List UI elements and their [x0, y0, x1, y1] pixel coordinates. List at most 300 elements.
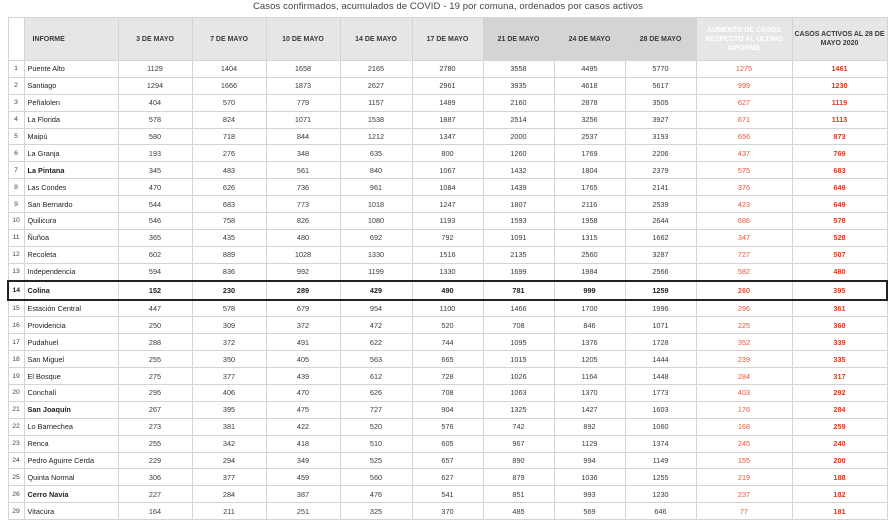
row-index: 26 [8, 486, 24, 503]
table-row [8, 213, 887, 230]
comuna-name: Renca [24, 435, 118, 452]
case-count-cell: 2627 [340, 77, 412, 94]
case-count-cell: 370 [412, 503, 483, 520]
case-count-cell: 779 [266, 94, 340, 111]
case-count-cell: 435 [192, 229, 266, 246]
case-count-cell: 1699 [483, 263, 554, 280]
case-count-cell: 1603 [625, 401, 696, 418]
case-count-cell: 1996 [625, 300, 696, 317]
table-row [8, 300, 887, 317]
case-count-cell: 1700 [554, 300, 625, 317]
case-count-cell: 2000 [483, 128, 554, 145]
case-count-cell: 342 [192, 435, 266, 452]
row-index: 10 [8, 213, 24, 230]
header-21-mayo: 21 DE MAYO [483, 18, 554, 61]
case-count-cell: 1095 [483, 334, 554, 351]
case-count-cell: 294 [192, 452, 266, 469]
header-activos: CASOS ACTIVOS AL 28 DE MAYO 2020 [792, 18, 887, 61]
aumento-cell: 260 [696, 281, 792, 300]
aumento-cell: 671 [696, 111, 792, 128]
case-count-cell: 993 [554, 486, 625, 503]
case-count-cell: 447 [118, 300, 192, 317]
case-count-cell: 490 [412, 281, 483, 300]
activos-cell: 181 [792, 503, 887, 520]
case-count-cell: 1063 [483, 385, 554, 402]
case-count-cell: 211 [192, 503, 266, 520]
case-count-cell: 3256 [554, 111, 625, 128]
aumento-cell: 77 [696, 503, 792, 520]
case-count-cell: 1444 [625, 351, 696, 368]
table-row [8, 179, 887, 196]
case-count-cell: 602 [118, 246, 192, 263]
row-index: 29 [8, 503, 24, 520]
comuna-name: Providencia [24, 317, 118, 334]
comuna-name: La Pintana [24, 162, 118, 179]
activos-cell: 284 [792, 401, 887, 418]
case-count-cell: 251 [266, 503, 340, 520]
table-row [8, 162, 887, 179]
case-count-cell: 1330 [340, 246, 412, 263]
case-count-cell: 1067 [412, 162, 483, 179]
aumento-cell: 437 [696, 145, 792, 162]
table-row [8, 246, 887, 263]
activos-cell: 1113 [792, 111, 887, 128]
case-count-cell: 275 [118, 368, 192, 385]
case-count-cell: 1100 [412, 300, 483, 317]
aumento-cell: 352 [696, 334, 792, 351]
row-index: 11 [8, 229, 24, 246]
comuna-name: Peñalolen [24, 94, 118, 111]
comuna-name: Cerro Navia [24, 486, 118, 503]
comuna-name: Pudahuel [24, 334, 118, 351]
case-count-cell: 152 [118, 281, 192, 300]
case-count-cell: 544 [118, 196, 192, 213]
case-count-cell: 429 [340, 281, 412, 300]
comuna-name: Ñuñoa [24, 229, 118, 246]
case-count-cell: 525 [340, 452, 412, 469]
case-count-cell: 1516 [412, 246, 483, 263]
header-aumento: AUMENTO DE CASOS RESPECTO AL ÚLTIMO INFORME [696, 18, 792, 61]
case-count-cell: 520 [412, 317, 483, 334]
header-17-mayo: 17 DE MAYO [412, 18, 483, 61]
activos-cell: 683 [792, 162, 887, 179]
case-count-cell: 470 [266, 385, 340, 402]
table-row [8, 334, 887, 351]
case-count-cell: 967 [483, 435, 554, 452]
row-index: 13 [8, 263, 24, 280]
case-count-cell: 1489 [412, 94, 483, 111]
header-28-mayo: 28 DE MAYO [625, 18, 696, 61]
row-index: 14 [8, 281, 24, 300]
case-count-cell: 1164 [554, 368, 625, 385]
case-count-cell: 1347 [412, 128, 483, 145]
case-count-cell: 1129 [118, 61, 192, 78]
activos-cell: 1119 [792, 94, 887, 111]
case-count-cell: 255 [118, 351, 192, 368]
case-count-cell: 1807 [483, 196, 554, 213]
case-count-cell: 824 [192, 111, 266, 128]
header-3-mayo: 3 DE MAYO [118, 18, 192, 61]
case-count-cell: 3287 [625, 246, 696, 263]
case-count-cell: 1427 [554, 401, 625, 418]
case-count-cell: 1958 [554, 213, 625, 230]
activos-cell: 361 [792, 300, 887, 317]
case-count-cell: 255 [118, 435, 192, 452]
comuna-name: Estación Central [24, 300, 118, 317]
aumento-cell: 168 [696, 418, 792, 435]
case-count-cell: 227 [118, 486, 192, 503]
row-index: 15 [8, 300, 24, 317]
case-count-cell: 580 [118, 128, 192, 145]
case-count-cell: 1015 [483, 351, 554, 368]
aumento-cell: 219 [696, 469, 792, 486]
header-14-mayo: 14 DE MAYO [340, 18, 412, 61]
case-count-cell: 3193 [625, 128, 696, 145]
case-count-cell: 781 [483, 281, 554, 300]
case-count-cell: 683 [192, 196, 266, 213]
case-count-cell: 164 [118, 503, 192, 520]
comuna-name: La Florida [24, 111, 118, 128]
case-count-cell: 1084 [412, 179, 483, 196]
row-index: 25 [8, 469, 24, 486]
case-count-cell: 276 [192, 145, 266, 162]
comuna-name: San Bernardo [24, 196, 118, 213]
case-count-cell: 1080 [340, 213, 412, 230]
case-count-cell: 744 [412, 334, 483, 351]
row-index: 24 [8, 452, 24, 469]
case-count-cell: 288 [118, 334, 192, 351]
case-count-cell: 560 [340, 469, 412, 486]
case-count-cell: 1212 [340, 128, 412, 145]
case-count-cell: 345 [118, 162, 192, 179]
comuna-name: Vitacura [24, 503, 118, 520]
case-count-cell: 679 [266, 300, 340, 317]
table-row [8, 385, 887, 402]
case-count-cell: 2160 [483, 94, 554, 111]
case-count-cell: 773 [266, 196, 340, 213]
table-row [8, 111, 887, 128]
table-row [8, 351, 887, 368]
case-count-cell: 1769 [554, 145, 625, 162]
case-count-cell: 728 [412, 368, 483, 385]
row-index: 5 [8, 128, 24, 145]
row-index: 23 [8, 435, 24, 452]
row-index: 8 [8, 179, 24, 196]
row-index: 2 [8, 77, 24, 94]
case-count-cell: 1773 [625, 385, 696, 402]
case-count-cell: 541 [412, 486, 483, 503]
activos-cell: 200 [792, 452, 887, 469]
case-count-cell: 2141 [625, 179, 696, 196]
case-count-cell: 422 [266, 418, 340, 435]
case-count-cell: 851 [483, 486, 554, 503]
case-count-cell: 954 [340, 300, 412, 317]
case-count-cell: 2514 [483, 111, 554, 128]
header-index [8, 18, 24, 61]
row-index: 3 [8, 94, 24, 111]
case-count-cell: 1071 [625, 317, 696, 334]
case-count-cell: 470 [118, 179, 192, 196]
case-count-cell: 2780 [412, 61, 483, 78]
case-count-cell: 1538 [340, 111, 412, 128]
comuna-name: El Bosque [24, 368, 118, 385]
case-count-cell: 348 [266, 145, 340, 162]
aumento-cell: 575 [696, 162, 792, 179]
case-count-cell: 1193 [412, 213, 483, 230]
case-count-cell: 840 [340, 162, 412, 179]
comuna-name: Independencia [24, 263, 118, 280]
case-count-cell: 826 [266, 213, 340, 230]
case-count-cell: 742 [483, 418, 554, 435]
case-count-cell: 846 [554, 317, 625, 334]
case-count-cell: 284 [192, 486, 266, 503]
row-index: 7 [8, 162, 24, 179]
activos-cell: 769 [792, 145, 887, 162]
row-index: 12 [8, 246, 24, 263]
case-count-cell: 578 [192, 300, 266, 317]
case-count-cell: 2135 [483, 246, 554, 263]
case-count-cell: 439 [266, 368, 340, 385]
case-count-cell: 1315 [554, 229, 625, 246]
case-count-cell: 387 [266, 486, 340, 503]
case-count-cell: 5770 [625, 61, 696, 78]
case-count-cell: 692 [340, 229, 412, 246]
table-row [8, 77, 887, 94]
case-count-cell: 475 [266, 401, 340, 418]
case-count-cell: 193 [118, 145, 192, 162]
case-count-cell: 459 [266, 469, 340, 486]
case-count-cell: 576 [412, 418, 483, 435]
aumento-cell: 686 [696, 213, 792, 230]
table-row [8, 317, 887, 334]
aumento-cell: 239 [696, 351, 792, 368]
case-count-cell: 635 [340, 145, 412, 162]
comuna-name: Recoleta [24, 246, 118, 263]
activos-cell: 649 [792, 196, 887, 213]
case-count-cell: 1370 [554, 385, 625, 402]
case-count-cell: 1036 [554, 469, 625, 486]
row-index: 21 [8, 401, 24, 418]
row-index: 22 [8, 418, 24, 435]
case-count-cell: 406 [192, 385, 266, 402]
case-count-cell: 1448 [625, 368, 696, 385]
table-row [8, 196, 887, 213]
table-row [8, 368, 887, 385]
case-count-cell: 4495 [554, 61, 625, 78]
case-count-cell: 1018 [340, 196, 412, 213]
case-count-cell: 1259 [625, 281, 696, 300]
table-row [8, 401, 887, 418]
comuna-name: Puente Alto [24, 61, 118, 78]
aumento-cell: 627 [696, 94, 792, 111]
case-count-cell: 1887 [412, 111, 483, 128]
case-count-cell: 646 [625, 503, 696, 520]
case-count-cell: 295 [118, 385, 192, 402]
header-informe: INFORME [24, 18, 118, 61]
case-count-cell: 792 [412, 229, 483, 246]
case-count-cell: 1230 [625, 486, 696, 503]
case-count-cell: 350 [192, 351, 266, 368]
case-count-cell: 1129 [554, 435, 625, 452]
case-count-cell: 612 [340, 368, 412, 385]
row-index: 18 [8, 351, 24, 368]
activos-cell: 1461 [792, 61, 887, 78]
case-count-cell: 605 [412, 435, 483, 452]
case-count-cell: 665 [412, 351, 483, 368]
aumento-cell: 656 [696, 128, 792, 145]
case-count-cell: 309 [192, 317, 266, 334]
case-count-cell: 1804 [554, 162, 625, 179]
activos-cell: 240 [792, 435, 887, 452]
case-count-cell: 2644 [625, 213, 696, 230]
case-count-cell: 626 [192, 179, 266, 196]
case-count-cell: 377 [192, 469, 266, 486]
case-count-cell: 1666 [192, 77, 266, 94]
case-count-cell: 546 [118, 213, 192, 230]
table-row [8, 61, 887, 78]
case-count-cell: 727 [340, 401, 412, 418]
case-count-cell: 476 [340, 486, 412, 503]
case-count-cell: 1060 [625, 418, 696, 435]
case-count-cell: 273 [118, 418, 192, 435]
comuna-name: Santiago [24, 77, 118, 94]
case-count-cell: 718 [192, 128, 266, 145]
case-count-cell: 491 [266, 334, 340, 351]
comuna-name: Conchalí [24, 385, 118, 402]
case-count-cell: 1658 [266, 61, 340, 78]
case-count-cell: 992 [266, 263, 340, 280]
case-count-cell: 1255 [625, 469, 696, 486]
row-index: 9 [8, 196, 24, 213]
case-count-cell: 229 [118, 452, 192, 469]
activos-cell: 339 [792, 334, 887, 351]
covid-table [7, 17, 888, 520]
case-count-cell: 365 [118, 229, 192, 246]
activos-cell: 182 [792, 486, 887, 503]
case-count-cell: 563 [340, 351, 412, 368]
case-count-cell: 627 [412, 469, 483, 486]
table-title: Casos confirmados, acumulados de COVID - 19 por comuna, ordenados por casos activos [252, 1, 644, 12]
header-7-mayo: 7 DE MAYO [192, 18, 266, 61]
activos-cell: 528 [792, 229, 887, 246]
case-count-cell: 3558 [483, 61, 554, 78]
case-count-cell: 381 [192, 418, 266, 435]
activos-cell: 649 [792, 179, 887, 196]
row-index: 4 [8, 111, 24, 128]
aumento-cell: 225 [696, 317, 792, 334]
case-count-cell: 395 [192, 401, 266, 418]
case-count-cell: 5617 [625, 77, 696, 94]
case-count-cell: 626 [340, 385, 412, 402]
case-count-cell: 758 [192, 213, 266, 230]
comuna-name: Colina [24, 281, 118, 300]
case-count-cell: 485 [483, 503, 554, 520]
aumento-cell: 999 [696, 77, 792, 94]
aumento-cell: 245 [696, 435, 792, 452]
case-count-cell: 2878 [554, 94, 625, 111]
case-count-cell: 377 [192, 368, 266, 385]
aumento-cell: 347 [696, 229, 792, 246]
table-row [8, 503, 887, 520]
activos-cell: 395 [792, 281, 887, 300]
case-count-cell: 418 [266, 435, 340, 452]
case-count-cell: 1028 [266, 246, 340, 263]
row-index: 1 [8, 61, 24, 78]
header-10-mayo: 10 DE MAYO [266, 18, 340, 61]
header-row [8, 18, 887, 61]
case-count-cell: 2165 [340, 61, 412, 78]
row-index: 6 [8, 145, 24, 162]
comuna-name: Las Condes [24, 179, 118, 196]
case-count-cell: 904 [412, 401, 483, 418]
case-count-cell: 2539 [625, 196, 696, 213]
case-count-cell: 1662 [625, 229, 696, 246]
aumento-cell: 155 [696, 452, 792, 469]
activos-cell: 335 [792, 351, 887, 368]
case-count-cell: 325 [340, 503, 412, 520]
table-row [8, 128, 887, 145]
case-count-cell: 1247 [412, 196, 483, 213]
case-count-cell: 480 [266, 229, 340, 246]
case-count-cell: 708 [412, 385, 483, 402]
table-row [8, 145, 887, 162]
comuna-name: Quinta Normal [24, 469, 118, 486]
case-count-cell: 844 [266, 128, 340, 145]
case-count-cell: 483 [192, 162, 266, 179]
row-index: 19 [8, 368, 24, 385]
case-count-cell: 1376 [554, 334, 625, 351]
case-count-cell: 1149 [625, 452, 696, 469]
table-row [8, 94, 887, 111]
case-count-cell: 999 [554, 281, 625, 300]
case-count-cell: 561 [266, 162, 340, 179]
case-count-cell: 1404 [192, 61, 266, 78]
case-count-cell: 1026 [483, 368, 554, 385]
table-body [8, 61, 887, 520]
case-count-cell: 250 [118, 317, 192, 334]
aumento-cell: 284 [696, 368, 792, 385]
activos-cell: 292 [792, 385, 887, 402]
case-count-cell: 2116 [554, 196, 625, 213]
aumento-cell: 237 [696, 486, 792, 503]
case-count-cell: 510 [340, 435, 412, 452]
case-count-cell: 736 [266, 179, 340, 196]
activos-cell: 480 [792, 263, 887, 280]
aumento-cell: 582 [696, 263, 792, 280]
aumento-cell: 1275 [696, 61, 792, 78]
case-count-cell: 836 [192, 263, 266, 280]
case-count-cell: 520 [340, 418, 412, 435]
comuna-name: Maipú [24, 128, 118, 145]
case-count-cell: 1728 [625, 334, 696, 351]
case-count-cell: 2537 [554, 128, 625, 145]
case-count-cell: 405 [266, 351, 340, 368]
aumento-cell: 403 [696, 385, 792, 402]
case-count-cell: 472 [340, 317, 412, 334]
case-count-cell: 890 [483, 452, 554, 469]
table-row [8, 418, 887, 435]
case-count-cell: 349 [266, 452, 340, 469]
case-count-cell: 372 [266, 317, 340, 334]
table-row [8, 263, 887, 280]
case-count-cell: 1374 [625, 435, 696, 452]
activos-cell: 259 [792, 418, 887, 435]
case-count-cell: 1984 [554, 263, 625, 280]
aumento-cell: 376 [696, 179, 792, 196]
activos-cell: 1230 [792, 77, 887, 94]
comuna-name: San Miguel [24, 351, 118, 368]
case-count-cell: 994 [554, 452, 625, 469]
